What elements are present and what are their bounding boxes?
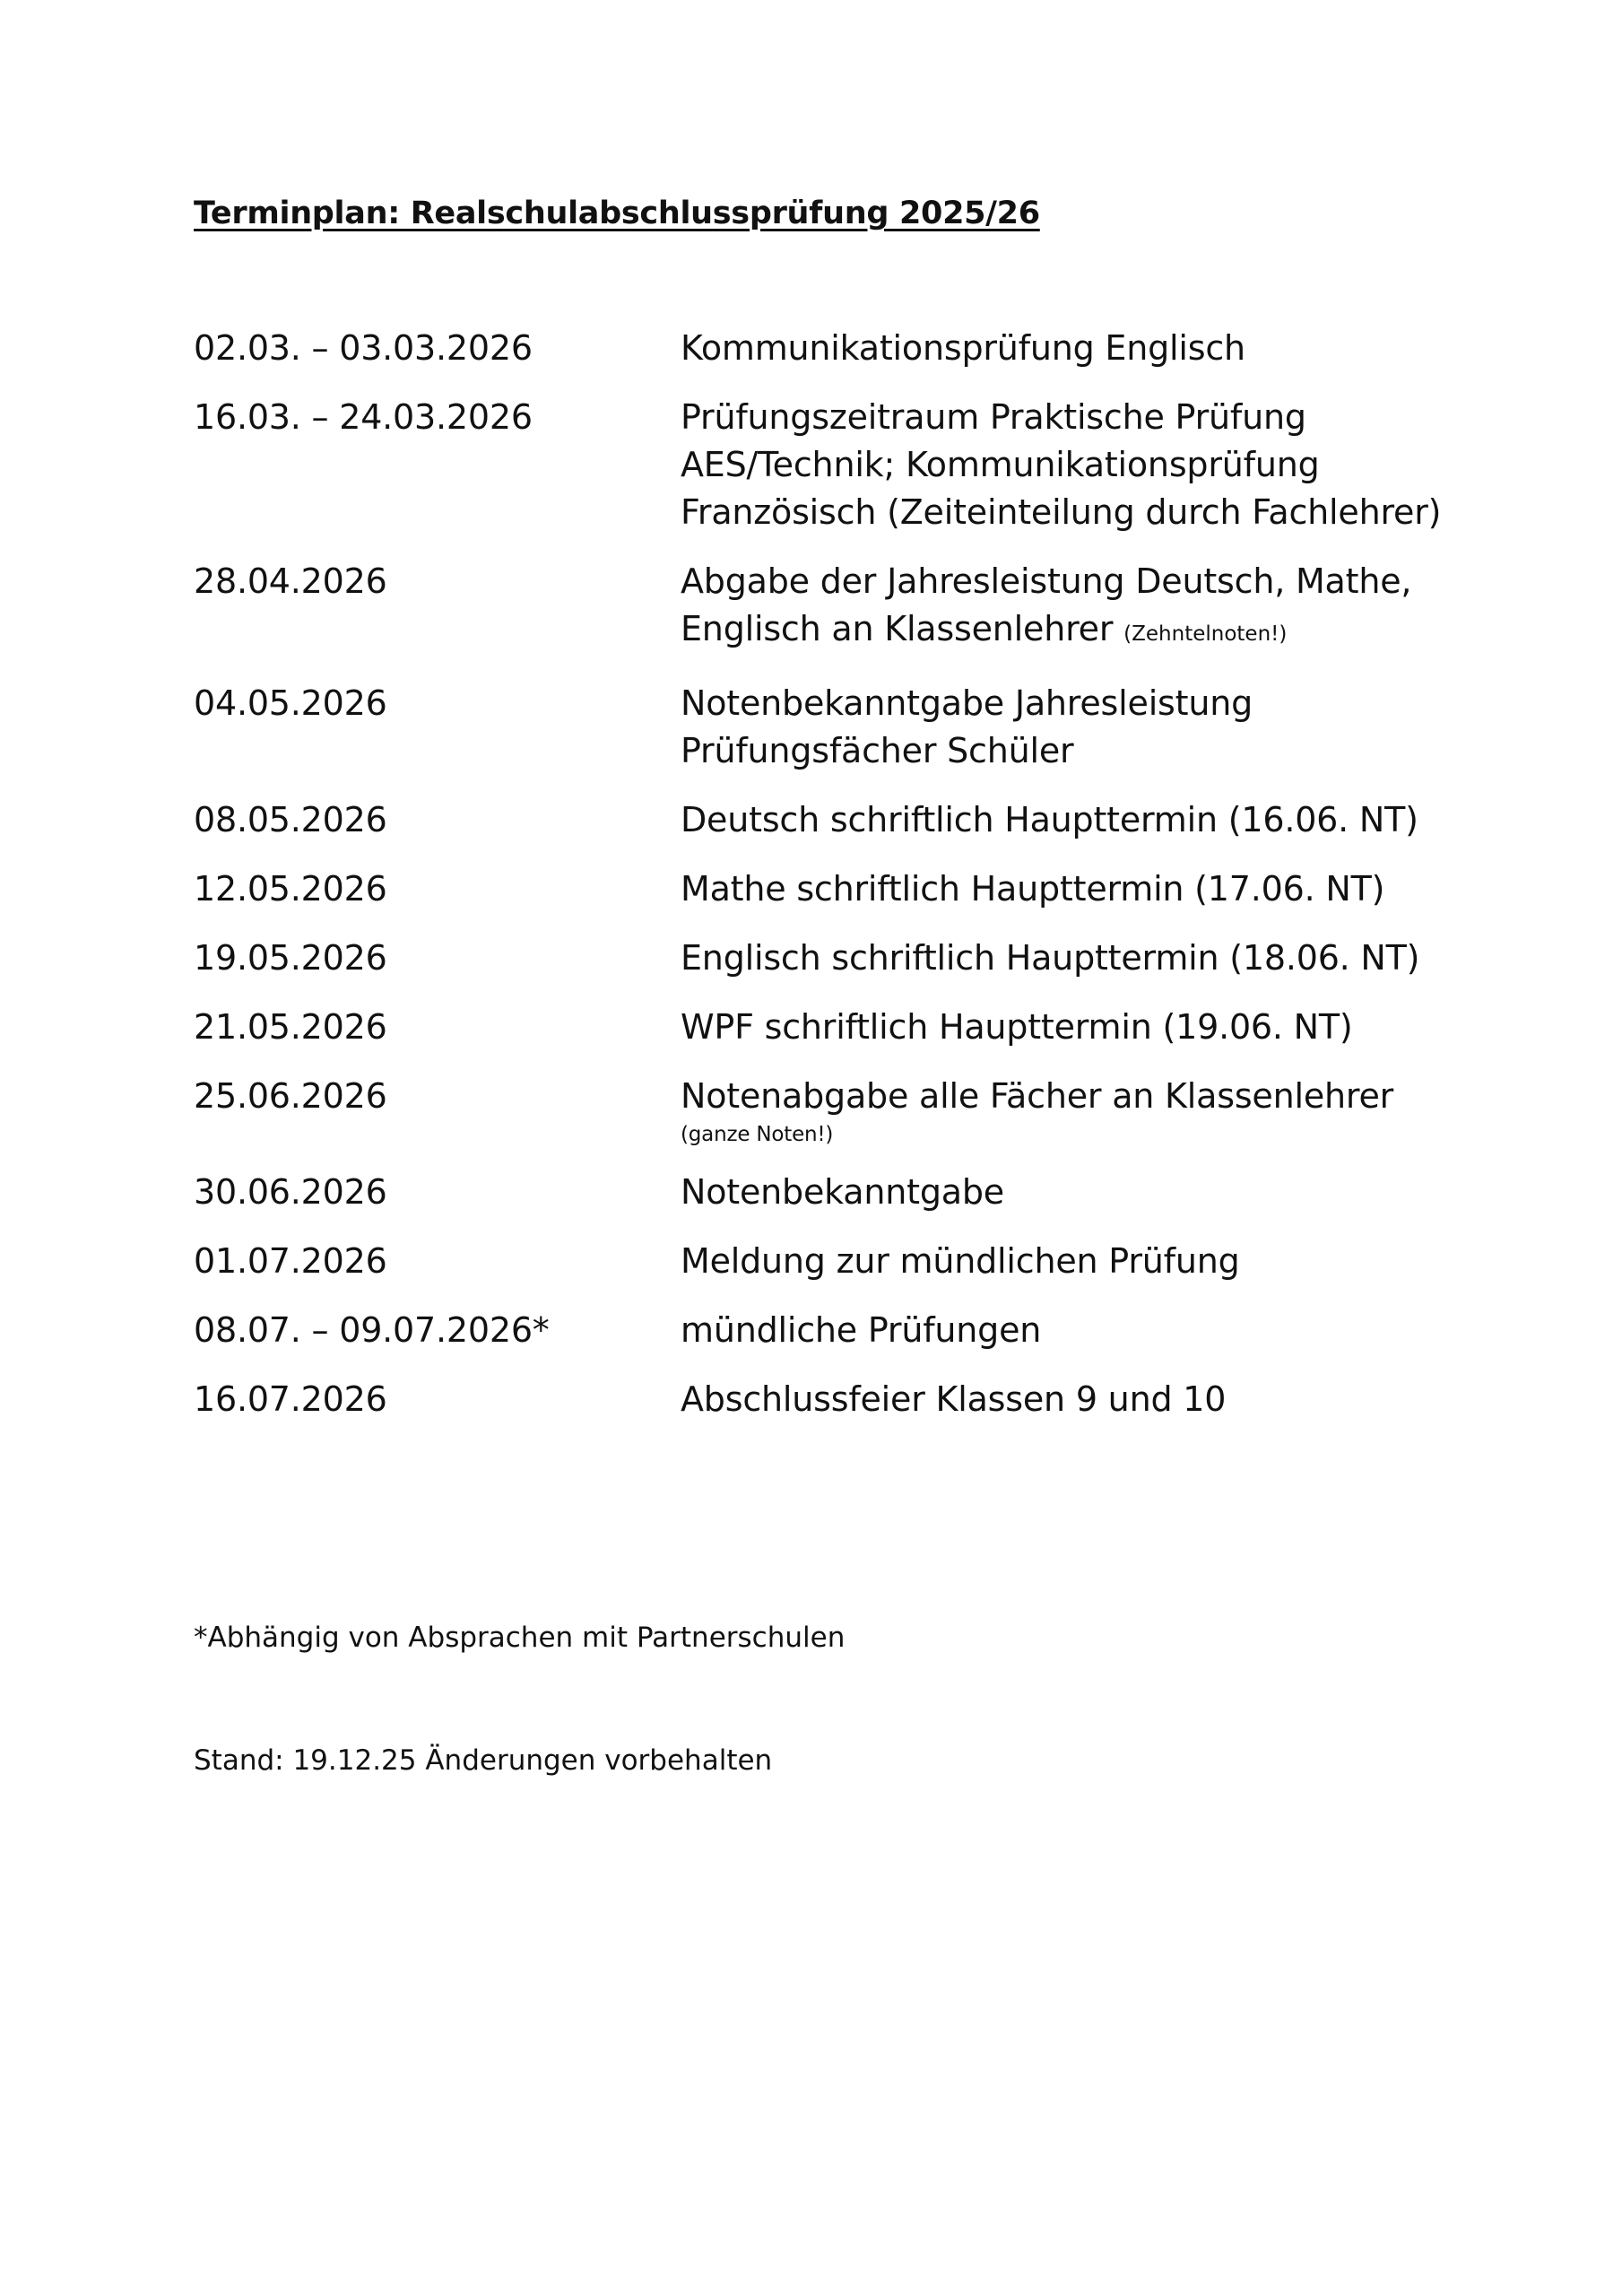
event-text: Mathe schriftlich Haupttermin (17.06. NT)	[681, 869, 1385, 909]
schedule-event	[681, 680, 1467, 775]
schedule-row	[194, 1004, 1467, 1051]
event-text: Meldung zur mündlichen Prüfung	[681, 1241, 1240, 1281]
schedule-row	[194, 680, 1467, 775]
schedule-row	[194, 1376, 1467, 1423]
schedule-date: 21.05.2026	[194, 1007, 387, 1047]
schedule-event	[681, 865, 1467, 913]
schedule-date: 16.03. – 24.03.2026	[194, 397, 533, 437]
event-text: Abgabe der Jahresleistung Deutsch, Mathe, Englisch an Klassenlehrer	[681, 561, 1412, 648]
event-text: Prüfungszeitraum Praktische Prüfung AES/Technik; Kommunikationsprüfung Französisch (Zeiteinteilung durch Fachlehrer)	[681, 397, 1442, 532]
event-text: Notenabgabe alle Fächer an Klassenlehrer	[681, 1076, 1394, 1116]
event-note: (ganze Noten!)	[681, 1123, 834, 1146]
schedule-row	[194, 935, 1467, 982]
schedule-date: 25.06.2026	[194, 1076, 387, 1116]
event-text: WPF schriftlich Haupttermin (19.06. NT)	[681, 1007, 1353, 1047]
schedule-row	[194, 1073, 1467, 1147]
schedule-event	[681, 1169, 1467, 1216]
schedule-event	[681, 1073, 1467, 1147]
schedule-event	[681, 1376, 1467, 1423]
schedule-event	[681, 1307, 1467, 1354]
schedule-date: 28.04.2026	[194, 561, 387, 601]
event-text: Notenbekanntgabe	[681, 1172, 1004, 1212]
event-text: Deutsch schriftlich Haupttermin (16.06. NT)	[681, 800, 1418, 839]
event-note: (Zehntelnoten!)	[1123, 622, 1288, 646]
status-line: Stand: 19.12.25 Änderungen vorbehalten	[194, 1744, 773, 1777]
schedule-event	[681, 796, 1467, 844]
schedule-date: 02.03. – 03.03.2026	[194, 328, 533, 368]
schedule-row	[194, 325, 1467, 372]
footnote: *Abhängig von Absprachen mit Partnerschulen	[194, 1622, 846, 1654]
schedule-event	[681, 558, 1467, 658]
schedule-row	[194, 1307, 1467, 1354]
schedule-date: 30.06.2026	[194, 1172, 387, 1212]
event-text: Notenbekanntgabe Jahresleistung Prüfungsfächer Schüler	[681, 683, 1253, 770]
event-text: Abschlussfeier Klassen 9 und 10	[681, 1379, 1227, 1419]
schedule-table	[194, 325, 1467, 1445]
schedule-event	[681, 394, 1467, 536]
schedule-date: 16.07.2026	[194, 1379, 387, 1419]
schedule-event	[681, 325, 1467, 372]
schedule-row	[194, 1169, 1467, 1216]
schedule-date: 08.07. – 09.07.2026*	[194, 1310, 550, 1350]
schedule-event	[681, 1238, 1467, 1285]
schedule-date: 01.07.2026	[194, 1241, 387, 1281]
schedule-date: 19.05.2026	[194, 938, 387, 978]
page-title: Terminplan: Realschulabschlussprüfung 2025/26	[194, 196, 1040, 231]
schedule-row	[194, 394, 1467, 536]
schedule-event	[681, 935, 1467, 982]
schedule-row	[194, 558, 1467, 658]
schedule-date: 12.05.2026	[194, 869, 387, 909]
schedule-date: 04.05.2026	[194, 683, 387, 723]
schedule-event	[681, 1004, 1467, 1051]
event-text: mündliche Prüfungen	[681, 1310, 1042, 1350]
event-text: Englisch schriftlich Haupttermin (18.06. NT)	[681, 938, 1420, 978]
schedule-row	[194, 865, 1467, 913]
schedule-date: 08.05.2026	[194, 800, 387, 839]
schedule-row	[194, 1238, 1467, 1285]
event-text: Kommunikationsprüfung Englisch	[681, 328, 1245, 368]
schedule-row	[194, 796, 1467, 844]
